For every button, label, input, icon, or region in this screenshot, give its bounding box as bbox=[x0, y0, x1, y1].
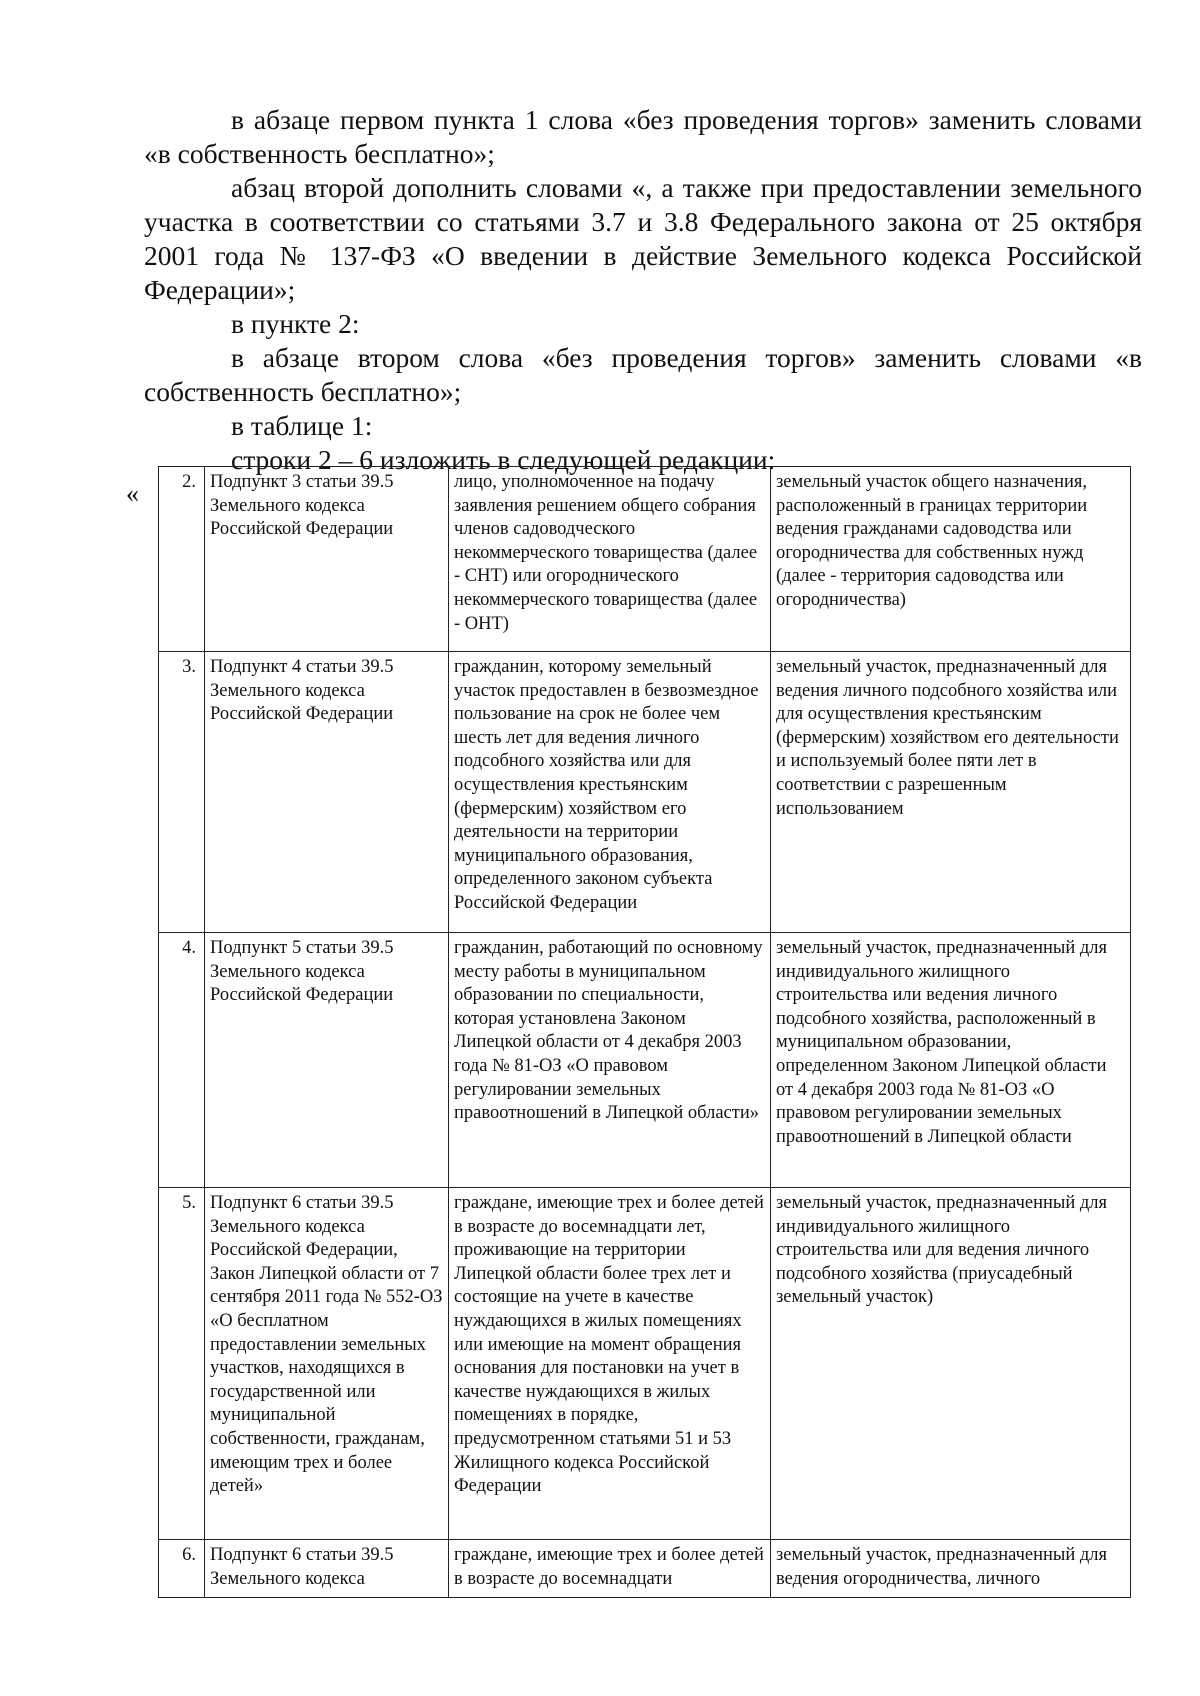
table-row bbox=[159, 1540, 1131, 1598]
legal-basis-cell: Подпункт 3 статьи 39.5 Земельного кодекса Российской Федерации bbox=[205, 467, 449, 652]
row-number: 5. bbox=[159, 1188, 205, 1540]
row-number: 2. bbox=[159, 467, 205, 652]
legal-basis-cell: Подпункт 4 статьи 39.5 Земельного кодекса Российской Федерации bbox=[205, 652, 449, 933]
paragraph-2-line-4: Федерации»; bbox=[144, 274, 296, 305]
legal-basis-cell: Подпункт 5 статьи 39.5 Земельного кодекса Российской Федерации bbox=[205, 933, 449, 1188]
paragraph-4-line-1: в абзаце втором слова «без проведения торгов» заменить словами «в bbox=[231, 342, 1142, 373]
row-number: 4. bbox=[159, 933, 205, 1188]
land-plot-cell: земельный участок, предназначенный для индивидуального жилищного строительства или ведения личного подсобного хозяйства, расположенный в муниципальном образовании, определенном Законом Липецкой области от 4 декабря 2003 года № 81-ОЗ «О правовом регулировании земельных правоотношений в Липецкой области bbox=[771, 933, 1131, 1188]
table-row bbox=[159, 652, 1131, 933]
recipient-cell: гражданин, которому земельный участок предоставлен в безвозмездное пользование на срок не более чем шесть лет для ведения личного подсобного хозяйства или для осуществления крестьянским (фермерским) хозяйством его деятельности на территории муниципального образования, определенного законом субъекта Российской Федерации bbox=[449, 652, 771, 933]
row-number: 3. bbox=[159, 652, 205, 933]
table-row bbox=[159, 1188, 1131, 1540]
recipient-cell: гражданин, работающий по основному месту работы в муниципальном образовании по специальности, которая установлена Законом Липецкой области от 4 декабря 2003 года № 81-ОЗ «О правовом регулировании земельных правоотношений в Липецкой области» bbox=[449, 933, 771, 1188]
recipient-cell: лицо, уполномоченное на подачу заявления решением общего собрания членов садоводческого некоммерческого товарищества (далее - СНТ) или огороднического некоммерческого товарищества (далее - ОНТ) bbox=[449, 467, 771, 652]
land-plot-cell: земельный участок, предназначенный для ведения личного подсобного хозяйства или для осуществления крестьянским (фермерским) хозяйством его деятельности и используемый более пяти лет в соответствии с разрешенным использованием bbox=[771, 652, 1131, 933]
paragraph-5: в таблице 1: bbox=[231, 410, 373, 441]
recipient-cell: граждане, имеющие трех и более детей в возрасте до восемнадцати лет, проживающие на территории Липецкой области более трех лет и состоящие на учете в качестве нуждающихся в жилых помещениях или имеющие на момент обращения основания для постановки на учет в качестве нуждающихся в жилых помещениях в порядке, предусмотренном статьями 51 и 53 Жилищного кодекса Российской Федерации bbox=[449, 1188, 771, 1540]
land-plot-cell: земельный участок, предназначенный для ведения огородничества, личного bbox=[771, 1540, 1131, 1598]
paragraph-6: строки 2 – 6 изложить в следующей редакции: bbox=[231, 444, 776, 475]
recipient-cell: граждане, имеющие трех и более детей в возрасте до восемнадцати bbox=[449, 1540, 771, 1598]
legal-basis-cell: Подпункт 6 статьи 39.5 Земельного кодекса Российской Федерации, Закон Липецкой области от 7 сентября 2011 года № 552-ОЗ «О бесплатном предоставлении земельных участков, находящихся в государственной или муниципальной собственности, гражданам, имеющим трех и более детей» bbox=[205, 1188, 449, 1540]
paragraph-3: в пункте 2: bbox=[231, 308, 360, 339]
paragraph-1-line-2: «в собственность бесплатно»; bbox=[144, 138, 495, 169]
row-number: 6. bbox=[159, 1540, 205, 1598]
table-row bbox=[159, 467, 1131, 652]
paragraph-2-line-2: участка в соответствии со статьями 3.7 и 3.8 Федерального закона от 25 октября bbox=[144, 206, 1142, 237]
land-plot-cell: земельный участок общего назначения, расположенный в границах территории ведения гражданами садоводства или огородничества для собственных нужд (далее - территория садоводства или огородничества) bbox=[771, 467, 1131, 652]
paragraph-2-line-1: абзац второй дополнить словами «, а также при предоставлении земельного bbox=[231, 172, 1142, 203]
paragraph-4-line-2: собственность бесплатно»; bbox=[144, 376, 462, 407]
opening-quote-mark: « bbox=[126, 479, 139, 508]
table-row bbox=[159, 933, 1131, 1188]
legal-basis-cell: Подпункт 6 статьи 39.5 Земельного кодекса bbox=[205, 1540, 449, 1598]
paragraph-1-line-1: в абзаце первом пункта 1 слова «без проведения торгов» заменить словами bbox=[231, 104, 1142, 135]
amendment-table bbox=[158, 466, 1131, 1598]
paragraph-2-line-3: 2001 года № 137-ФЗ «О введении в действие Земельного кодекса Российской bbox=[144, 240, 1142, 271]
land-plot-cell: земельный участок, предназначенный для индивидуального жилищного строительства или для ведения личного подсобного хозяйства (приусадебный земельный участок) bbox=[771, 1188, 1131, 1540]
